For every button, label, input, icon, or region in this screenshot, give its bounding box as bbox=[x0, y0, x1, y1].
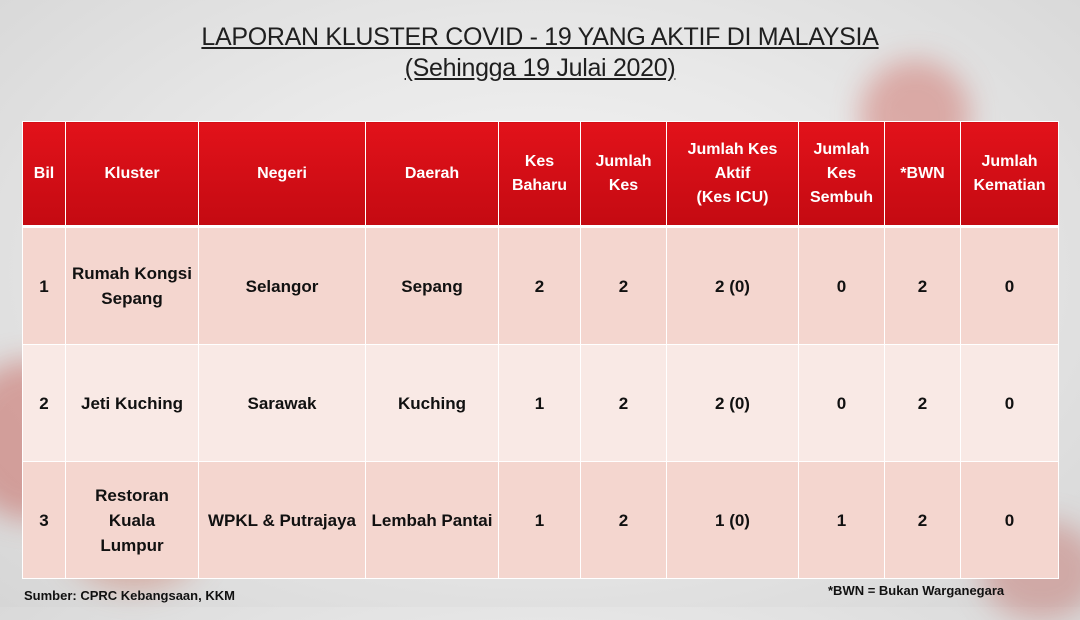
column-header-text: Bil bbox=[33, 164, 55, 182]
column-header-text: (Kes ICU) bbox=[696, 188, 769, 206]
column-header bbox=[199, 122, 366, 227]
table-cell-text: Kuching bbox=[398, 393, 466, 413]
table-cell-text: Rumah Kongsi bbox=[72, 264, 192, 283]
table-cell-text: Sepang bbox=[401, 276, 463, 296]
table-cell-text: Sarawak bbox=[247, 393, 317, 413]
table-cell-text: 1 bbox=[836, 510, 847, 530]
table-cell bbox=[366, 345, 499, 462]
table-cell-text: 3 bbox=[39, 510, 49, 530]
title-line-1: LAPORAN KLUSTER COVID - 19 YANG AKTIF DI MALAYSIA bbox=[201, 23, 879, 51]
column-header bbox=[667, 122, 799, 227]
table-cell bbox=[23, 345, 66, 462]
column-header-text: Aktif bbox=[714, 164, 751, 182]
table-cell-text: 1 bbox=[534, 510, 545, 530]
column-header bbox=[885, 122, 961, 227]
column-header-text: Jumlah bbox=[595, 152, 652, 170]
table-cell bbox=[885, 227, 961, 345]
table-cell-text: 2 bbox=[917, 276, 928, 296]
table-cell bbox=[499, 227, 581, 345]
table-cell bbox=[581, 462, 667, 579]
table-row bbox=[23, 227, 1059, 345]
table-cell bbox=[581, 345, 667, 462]
column-header bbox=[366, 122, 499, 227]
table-body bbox=[23, 227, 1059, 579]
table-cell-text: 2 bbox=[618, 276, 629, 296]
column-header-text: Kes bbox=[826, 164, 857, 182]
column-header-text: Kes bbox=[524, 152, 555, 170]
table-cell bbox=[885, 345, 961, 462]
table-cell-text: 2 (0) bbox=[715, 393, 750, 413]
column-header-text: Jumlah bbox=[981, 152, 1038, 170]
column-header bbox=[499, 122, 581, 227]
column-header-text: Daerah bbox=[404, 164, 460, 182]
column-header-text: Kluster bbox=[104, 164, 160, 182]
table-cell-text: 0 bbox=[1004, 276, 1015, 296]
table-cell bbox=[66, 345, 199, 462]
table-cell-text: 0 bbox=[1004, 393, 1015, 413]
column-header-text: Jumlah Kes bbox=[687, 140, 778, 158]
cluster-table bbox=[22, 121, 1059, 579]
table-cell bbox=[23, 227, 66, 345]
table-cell-text: 2 (0) bbox=[715, 276, 750, 296]
table-cell bbox=[499, 462, 581, 579]
table-cell-text: Jeti Kuching bbox=[80, 393, 183, 413]
title-line-2: (Sehingga 19 Julai 2020) bbox=[404, 54, 676, 82]
source-note: Sumber: CPRC Kebangsaan, KKM bbox=[24, 588, 235, 603]
table-cell bbox=[961, 462, 1059, 579]
table-cell-text: Lembah Pantai bbox=[371, 510, 493, 530]
column-header bbox=[66, 122, 199, 227]
column-header bbox=[581, 122, 667, 227]
table-cell bbox=[961, 227, 1059, 345]
table-row bbox=[23, 462, 1059, 579]
table-row bbox=[23, 345, 1059, 462]
column-header bbox=[799, 122, 885, 227]
column-header-text: Negeri bbox=[257, 164, 307, 182]
page-title bbox=[0, 22, 1080, 84]
column-header-text: Kematian bbox=[973, 176, 1046, 194]
table-cell bbox=[961, 345, 1059, 462]
table-cell-text: Restoran Kuala bbox=[95, 485, 169, 530]
table-cell bbox=[66, 462, 199, 579]
table-cell-text: 2 bbox=[917, 510, 928, 530]
table-cell bbox=[366, 462, 499, 579]
table-cell bbox=[23, 462, 66, 579]
table-cell bbox=[199, 462, 366, 579]
table-cell-text: Lumpur bbox=[100, 535, 164, 555]
table-cell-text: 1 bbox=[39, 276, 49, 296]
table-cell-text: 1 bbox=[534, 393, 545, 413]
table-cell bbox=[799, 462, 885, 579]
table-cell-text: 2 bbox=[39, 393, 49, 413]
table-cell bbox=[199, 227, 366, 345]
table-cell bbox=[885, 462, 961, 579]
table-cell-text: 2 bbox=[917, 393, 928, 413]
table-cell-text: 2 bbox=[618, 510, 629, 530]
table-cell-text: 0 bbox=[836, 393, 847, 413]
column-header-text: Jumlah bbox=[813, 140, 870, 158]
table-cell-text: 2 bbox=[618, 393, 629, 413]
table-cell bbox=[799, 227, 885, 345]
table-cell-text: 1 (0) bbox=[715, 510, 750, 530]
table-cell-text: WPKL & Putrajaya bbox=[207, 510, 356, 530]
table-cell-text: Selangor bbox=[245, 276, 319, 296]
table-cell-text: Sepang bbox=[101, 289, 163, 308]
column-header bbox=[23, 122, 66, 227]
table-cell bbox=[667, 345, 799, 462]
table-cell-text: 0 bbox=[836, 276, 847, 296]
column-header-text: *BWN bbox=[900, 164, 945, 182]
table-cell bbox=[581, 227, 667, 345]
column-header-text: Sembuh bbox=[809, 188, 874, 206]
table-cell bbox=[667, 462, 799, 579]
column-header-text: Baharu bbox=[511, 176, 568, 194]
table-cell bbox=[199, 345, 366, 462]
table-cell bbox=[366, 227, 499, 345]
table-cell-text: 2 bbox=[534, 276, 545, 296]
table-cell bbox=[499, 345, 581, 462]
table-cell bbox=[667, 227, 799, 345]
column-header-text: Kes bbox=[608, 176, 639, 194]
table-header-row bbox=[23, 122, 1059, 227]
table-cell-text: 0 bbox=[1004, 510, 1015, 530]
table-cell bbox=[66, 227, 199, 345]
table-cell bbox=[799, 345, 885, 462]
bwn-footnote: *BWN = Bukan Warganegara bbox=[828, 583, 1005, 598]
column-header bbox=[961, 122, 1059, 227]
